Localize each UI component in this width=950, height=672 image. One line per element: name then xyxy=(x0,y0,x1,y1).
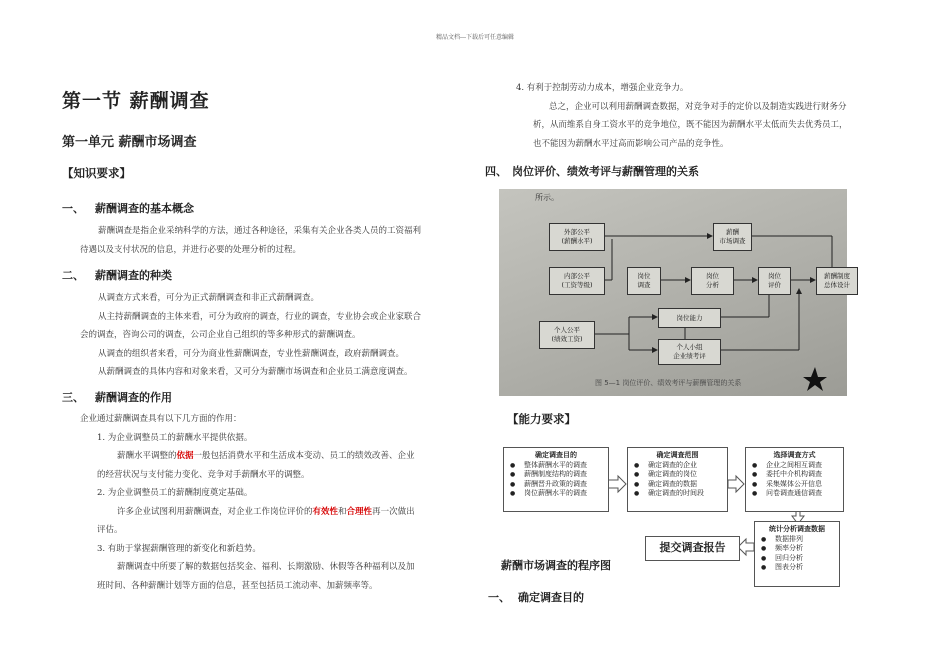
flow-box-title: 统计分析调查数据 xyxy=(769,525,825,533)
unit-title: 第一单元 薪酬市场调查 xyxy=(62,135,197,150)
paragraph-line: 析，从而维系自身工资水平的竞争地位，既不能因为薪酬水平太低而失去优秀员工， xyxy=(533,120,848,130)
section-title: 薪酬调查的基本概念 xyxy=(95,202,194,215)
node-individual-equity: 个人公平 (绩效工资) xyxy=(539,321,595,349)
section-title: 确定调查目的 xyxy=(518,591,584,604)
flow-box-title: 确定调查范围 xyxy=(656,451,699,459)
flow-item: ● 确定调查的数据 xyxy=(634,480,721,490)
paragraph-line: 会的调查，咨询公司的调查，公司企业自己组织的等多种形式的薪酬调查。 xyxy=(80,330,361,340)
section-1-heading xyxy=(62,200,194,216)
section-2-heading xyxy=(62,267,172,283)
flow-item: ● 企业之间相互调查 xyxy=(752,461,837,471)
section-3-body xyxy=(80,410,480,595)
text-span: 许多企业试图利用薪酬调查，对企业工作岗位评价的 xyxy=(117,506,313,517)
flow-item: ● 图表分析 xyxy=(761,563,833,573)
node-job-evaluation: 岗位 评价 xyxy=(758,267,791,295)
flow-item: ● 整体薪酬水平的调查 xyxy=(510,461,602,471)
paragraph-line: 从主持薪酬调查的主体来看，可分为政府的调查，行业的调查，专业协会或企业家联合 xyxy=(98,311,422,322)
flow-box-analyze-data xyxy=(754,521,840,587)
paragraph-line: 从调查方式来看，可分为正式薪酬调查和非正式薪酬调查。 xyxy=(98,293,320,303)
list-item: 4. 有利于控制劳动力成本，增强企业竞争力。 xyxy=(516,83,689,93)
section-3-heading xyxy=(62,389,172,405)
highlight-text: 有效性 xyxy=(312,506,339,517)
section-number: 一、 xyxy=(62,202,84,215)
paragraph-line: 也不能因为薪酬水平过高而影响公司产品的竞争性。 xyxy=(533,138,729,149)
section-number: 四、 xyxy=(485,165,507,178)
section-4-heading xyxy=(485,163,699,179)
highlight-text: 合理性 xyxy=(346,506,373,517)
node-market-survey: 薪酬 市场调查 xyxy=(713,223,752,251)
node-job-ability: 岗位能力 xyxy=(658,308,721,328)
section-number: 三、 xyxy=(62,391,84,404)
page-title: 第一节 薪酬调查 xyxy=(62,90,210,112)
flow-box-title: 选择调查方式 xyxy=(773,451,816,459)
paragraph-line xyxy=(80,447,480,466)
section-number: 二、 xyxy=(62,269,84,282)
node-job-analysis: 岗位 分析 xyxy=(691,267,734,295)
procedure-step-1-heading xyxy=(488,589,584,605)
text-span: 和 xyxy=(338,506,347,517)
section-title: 薪酬调查的作用 xyxy=(95,391,172,404)
flow-item: ● 委托中介机构调查 xyxy=(752,470,837,480)
paragraph-line: 班时间、各种薪酬计划等方面的信息，甚至包括员工流动率、加薪频率等。 xyxy=(97,580,378,591)
knowledge-requirements-heading: 【知识要求】 xyxy=(62,166,131,180)
flow-item: ● 频率分析 xyxy=(761,544,833,554)
paragraph-line: 总之，企业可以利用薪酬调查数据，对竞争对手的定价以及制造实践进行财务分 xyxy=(549,101,847,112)
procedure-diagram-title: 薪酬市场调查的程序图 xyxy=(501,559,611,572)
flow-item: ● 回归分析 xyxy=(761,554,833,564)
node-pay-system-design: 薪酬制度 总体设计 xyxy=(816,267,858,295)
highlight-text: 依据 xyxy=(176,451,194,461)
text-span: 再一次做出 xyxy=(372,506,415,517)
section-2-body xyxy=(80,289,480,382)
flow-box-submit-report: 提交调查报告 xyxy=(645,536,740,561)
right-column-text xyxy=(516,79,896,153)
paragraph-line: 企业通过薪酬调查具有以下几方面的作用： xyxy=(80,414,242,424)
text-span: 薪酬水平调整的 xyxy=(117,451,177,461)
text-span: 一般包括消费水平和生活成本变动、员工的绩效改善、企业 xyxy=(193,451,415,461)
paragraph-line: 从薪酬调查的具体内容和对象来看，又可分为薪酬市场调查和企业员工满意度调查。 xyxy=(98,367,413,377)
paragraph-line: 从调查的组织者来看，可分为商业性薪酬调查，专业性薪酬调查，政府薪酬调查。 xyxy=(98,348,405,359)
list-item: 2. 为企业调整员工的薪酬制度奠定基础。 xyxy=(97,488,253,498)
section-title: 薪酬调查的种类 xyxy=(95,269,172,282)
flow-item: ● 岗位薪酬水平的调查 xyxy=(510,489,602,499)
node-performance-appraisal: 个人小组 企业绩考评 xyxy=(658,339,721,365)
star-mark xyxy=(803,367,827,391)
flow-item: ● 数据排列 xyxy=(761,535,833,545)
flow-box-choose-method xyxy=(745,447,844,512)
flow-box-determine-scope xyxy=(627,447,728,512)
photo-top-text: 所示。 xyxy=(535,193,559,202)
ability-requirements-heading: 【能力要求】 xyxy=(507,412,576,426)
paragraph-line: 薪酬调查是指企业采纳科学的方法，通过各种途径，采集有关企业各类人员的工资福利 xyxy=(98,226,422,236)
flow-box-title: 确定调查目的 xyxy=(535,451,577,459)
flow-item: ● 采集媒体公开信息 xyxy=(752,480,837,490)
header-note: 精品文档---下载后可任意编辑 xyxy=(435,34,515,41)
paragraph-line xyxy=(80,503,480,522)
flow-item: ● 薪酬制度结构的调查 xyxy=(510,470,602,480)
node-internal-equity: 内部公平 (工资等级) xyxy=(549,267,605,295)
photo-caption: 图 5—1 岗位评价、绩效考评与薪酬管理的关系 xyxy=(595,379,742,387)
flow-box-determine-purpose xyxy=(503,447,609,512)
node-job-investigation: 岗位 调查 xyxy=(627,267,661,295)
section-1-body xyxy=(80,222,480,259)
paragraph-line: 薪酬调查中所要了解的数据包括奖金、福利、长期激励、休假等各种福利以及加 xyxy=(117,562,415,572)
flow-item: ● 确定调查的岗位 xyxy=(634,470,721,480)
flow-item: ● 问卷调查通信调查 xyxy=(752,489,837,499)
flow-item: ● 确定调查的企业 xyxy=(634,461,721,471)
flow-item: ● 薪酬晋升政策的调查 xyxy=(510,480,602,490)
list-item: 1. 为企业调整员工的薪酬水平提供依据。 xyxy=(97,432,253,443)
section-number: 一、 xyxy=(488,591,510,604)
section-title: 岗位评价、绩效考评与薪酬管理的关系 xyxy=(512,165,699,178)
list-item: 3. 有助于掌握薪酬管理的新变化和新趋势。 xyxy=(97,543,261,554)
paragraph-line: 的经营状况与支付能力变化、竞争对手薪酬水平的调整。 xyxy=(97,469,310,480)
diagram-photo xyxy=(499,189,850,396)
node-external-equity: 外部公平 (薪酬水平) xyxy=(549,223,605,251)
paragraph-line: 评估。 xyxy=(97,525,123,535)
paragraph-line: 待遇以及支付状况的信息，并进行必要的处理分析的过程。 xyxy=(80,244,302,255)
flow-item: ● 确定调查的时间段 xyxy=(634,489,721,499)
